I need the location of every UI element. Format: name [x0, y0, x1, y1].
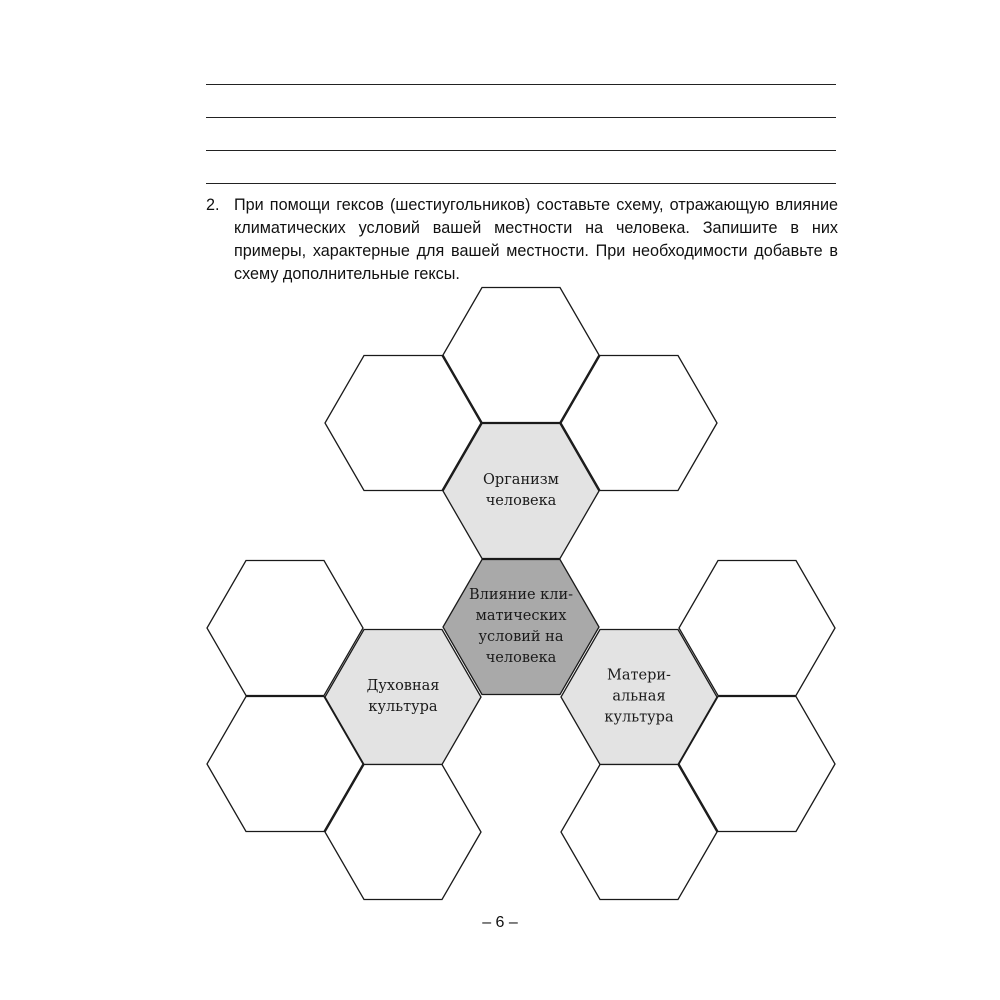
- hex-label-center: Влияние кли- матических условий на человека: [468, 587, 574, 666]
- task-text: При помощи гексов (шестиугольников) составьте схему, отражающую влияние климатических условий вашей местности на человека. Запишите в них примеры, характерные для вашей местности. При необходимости добавьте в схему дополнительные гексы.: [234, 196, 838, 283]
- hex-label-top: Организм человека: [483, 472, 559, 509]
- task-number: 2.: [206, 196, 220, 214]
- hex-label-right: Матери- альная культура: [604, 667, 674, 726]
- hex-label-left: Духовная культура: [366, 678, 440, 715]
- page-number: – 6 –: [482, 914, 518, 931]
